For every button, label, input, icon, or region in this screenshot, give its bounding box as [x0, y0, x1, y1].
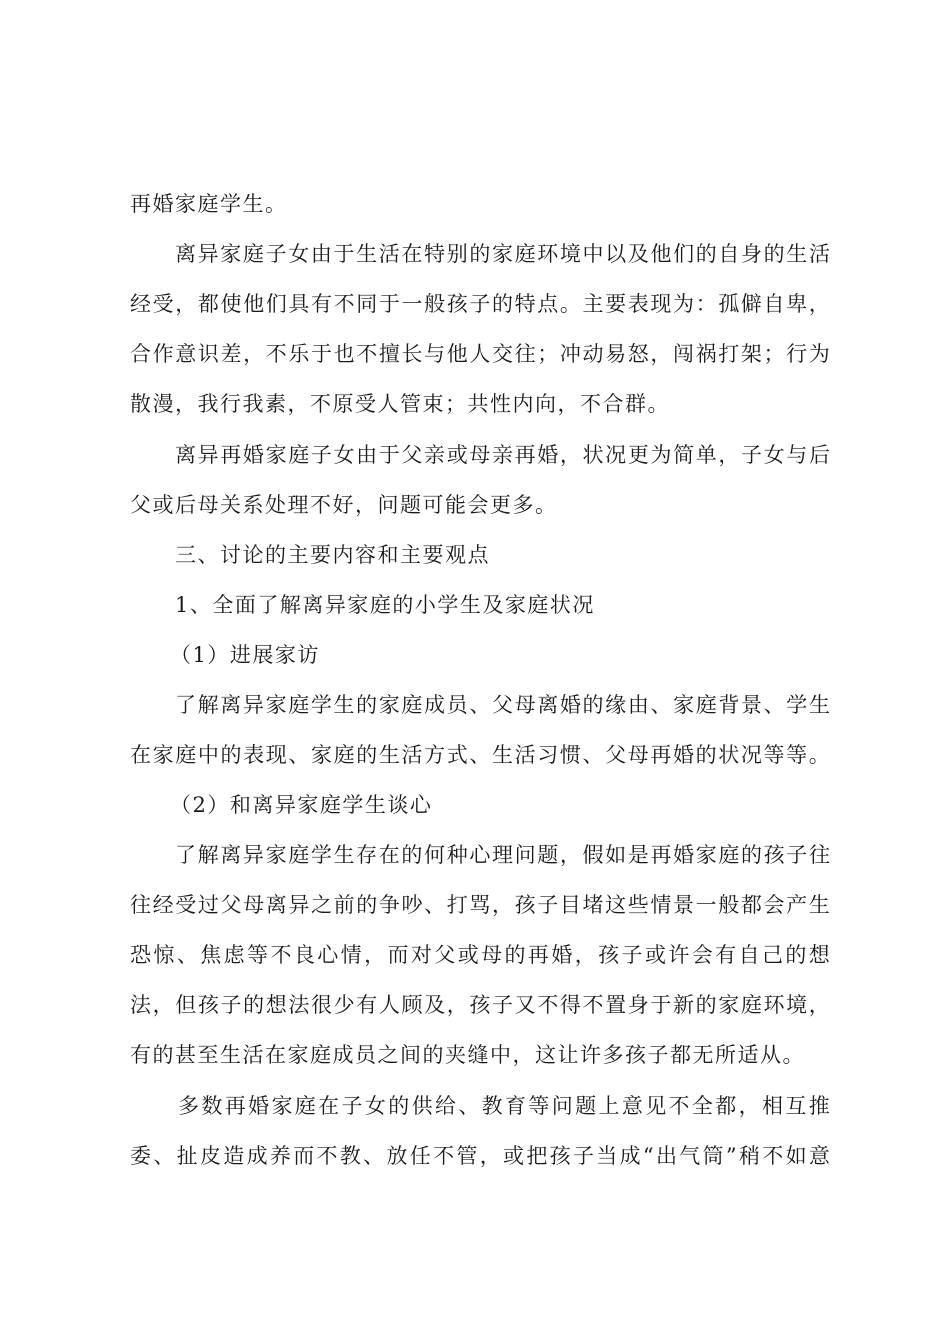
text-line: 离 异 再 婚 家 庭 子 女 由 于 父 亲 或 母 亲 再 婚 ， 状 况 更 为 简 单 ， 子 女 与 后: [175, 443, 830, 467]
text-line: 散漫，我行我素，不原受人管束；共性内向，不合群。: [130, 392, 670, 416]
text-line: 了 解 离 异 家 庭 学 生 的 家 庭 成 员 、 父 母 离 婚 的 缘 由 、 家 庭 背 景 、 学 生: [175, 693, 830, 717]
text-line: 往 经 受 过 父 母 离 异 之 前 的 争 吵 、 打 骂 ， 孩 子 目 堵 这 些 情 景 一 般 都 会 产 生: [130, 893, 830, 917]
item-heading: （2）和离异家庭学生谈心: [170, 793, 433, 817]
text-line: 多 数 再 婚 家 庭 在 子 女 的 供 给 、 教 育 等 问 题 上 意 见 不 全 都 ， 相 互 推: [178, 1094, 830, 1118]
text-line: 恐 惊 、 焦 虑 等 不 良 心 情 ， 而 对 父 或 母 的 再 婚 ， 孩 子 或 许 会 有 自 己 的 想: [130, 943, 830, 967]
item-heading: （1）进展家访: [170, 643, 320, 667]
text-line: 了 解 离 异 家 庭 学 生 存 在 的 何 种 心 理 问 题 ， 假 如 是 再 婚 家 庭 的 孩 子 往: [175, 843, 830, 867]
text-line: 经 受 ， 都 使 他 们 具 有 不 同 于 一 般 孩 子 的 特 点 。 主 要 表 现 为 ： 孤 僻 自 卑 ，: [130, 292, 830, 316]
text-line: 父或后母关系处理不好，问题可能会更多。: [130, 493, 558, 517]
subsection-heading: 1、全面了解离异家庭的小学生及家庭状况: [175, 593, 595, 617]
text-line: 合 作 意 识 差 ， 不 乐 于 也 不 擅 长 与 他 人 交 往 ； 冲 动 易 怒 ， 闯 祸 打 架 ； 行 为: [130, 342, 830, 366]
text-line: 法 ， 但 孩 子 的 想 法 很 少 有 人 顾 及 ， 孩 子 又 不 得 不 置 身 于 新 的 家 庭 环 境 ，: [130, 993, 830, 1017]
text-line: 离 异 家 庭 子 女 由 于 生 活 在 特 别 的 家 庭 环 境 中 以 及 他 们 的 自 身 的 生 活: [175, 242, 830, 266]
section-heading: 三、讨论的主要内容和主要观点: [175, 543, 490, 567]
text-line: 委 、 扯 皮 造 成 养 而 不 教 、 放 任 不 管 ， 或 把 孩 子 当 成 “ 出 气 筒 ” 稍 不 如 意: [130, 1144, 830, 1168]
text-line: 有的甚至生活在家庭成员之间的夹缝中，这让许多孩子都无所适从。: [130, 1043, 805, 1067]
text-line: 在 家 庭 中 的 表 现 、 家 庭 的 生 活 方 式 、 生 活 习 惯 、 父 母 再 婚 的 状 况 等 等 。: [130, 743, 830, 767]
text-line: 再婚家庭学生。: [130, 192, 288, 216]
